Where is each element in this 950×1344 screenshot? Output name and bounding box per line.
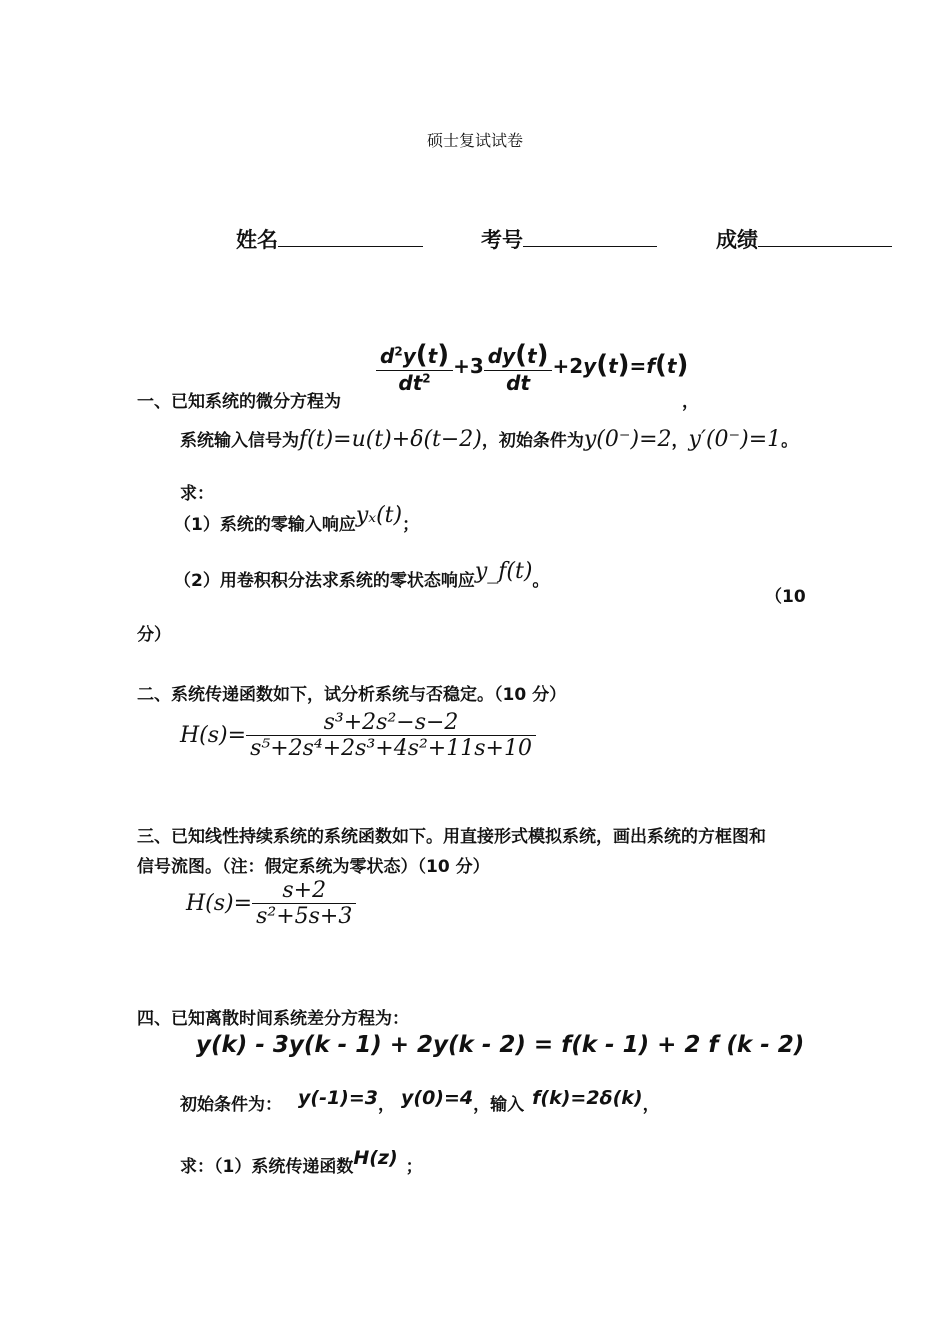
q1-input-eq: f(t)=u(t)+δ(t−2)	[299, 427, 482, 452]
q1-init-eq1: y(0⁻)=2	[583, 427, 672, 452]
q1-points-b: 分）	[137, 625, 171, 645]
q1-part1-eq: yₓ(t)	[355, 503, 403, 528]
q1-init-eq2: y′(0⁻)=1	[688, 427, 782, 452]
q4-init-line	[180, 1087, 660, 1115]
q3-eq-lhs: H(s)=	[186, 891, 253, 916]
score-field	[716, 224, 892, 254]
q1-input-text: 系统输入信号为	[180, 431, 299, 451]
q4-equation: y(k) - 3y(k - 1) + 2y(k - 2) = f(k - 1) + 2 f (k - 2)	[196, 1032, 805, 1058]
q1-equation: $\frac{d^2y(t)}{dt^2}$ +3 $\frac{dy(t)}{dt}$ +2y(t)=f(t)	[376, 340, 688, 395]
q1-points-a: （10	[765, 587, 806, 607]
q1-end: 。	[781, 431, 799, 451]
q2-eq-lhs: H(s)=	[180, 723, 247, 748]
q1-part2-eq: y_f(t)	[474, 559, 533, 584]
q4-ask-end: ；	[405, 1157, 423, 1177]
q4-init-eq1: y(-1)=3	[298, 1087, 378, 1109]
q2-equation	[180, 710, 536, 761]
q1-part1: （1）系统的零输入响应	[174, 515, 356, 535]
q1-part1-end: ；	[402, 515, 420, 535]
score-label: 成绩	[716, 228, 758, 252]
exam-id-field	[481, 224, 657, 254]
q2-text: 二、系统传递函数如下，试分析系统与否稳定。（10 分）	[137, 685, 567, 705]
q3-line1: 三、已知线性持续系统的系统函数如下。用直接形式模拟系统，画出系统的方框图和	[137, 827, 766, 847]
q1-sep: ，	[671, 431, 689, 451]
q4-ask-eq: H(z)	[353, 1147, 398, 1169]
exam-id-blank[interactable]	[523, 228, 657, 247]
score-blank[interactable]	[758, 228, 892, 247]
q1-init-text: ，初始条件为	[481, 431, 584, 451]
q1-part2-line	[174, 559, 550, 592]
q1-part1-line	[174, 503, 420, 536]
q1-input-line	[180, 426, 798, 452]
q1-part2-end: 。	[532, 571, 550, 591]
q4-ask-line	[180, 1147, 423, 1177]
exam-id-label: 考号	[481, 228, 523, 252]
q1-comma: ，	[682, 392, 699, 412]
q4-input-text: ，输入	[473, 1095, 525, 1115]
q4-text: 四、已知离散时间系统差分方程为：	[137, 1009, 409, 1029]
q4-init-eq2: y(0)=4	[401, 1087, 474, 1109]
q3-eq-num: s+2	[282, 878, 327, 903]
q2-eq-num: s³+2s²−s−2	[323, 710, 459, 735]
name-label: 姓名	[236, 228, 278, 252]
name-field	[236, 224, 423, 254]
q4-ask: 求：（1）系统传递函数	[180, 1157, 354, 1177]
q4-input-eq: f(k)=2δ(k)	[532, 1087, 643, 1109]
name-blank[interactable]	[278, 228, 423, 247]
page-title: 硕士复试试卷	[426, 131, 523, 150]
q1-ask: 求：	[180, 484, 214, 504]
q4-end: ，	[642, 1095, 660, 1115]
q4-init-text: 初始条件为：	[180, 1095, 282, 1115]
q3-line2: 信号流图。（注：假定系统为零状态）（10 分）	[137, 857, 490, 877]
q1-part2: （2）用卷积积分法求系统的零状态响应	[174, 571, 475, 591]
q3-equation	[186, 878, 356, 929]
q1-intro: 一、已知系统的微分方程为	[137, 392, 341, 412]
q3-eq-den: s²+5s+3	[252, 903, 356, 929]
q4-sep: ，	[378, 1095, 395, 1115]
q2-eq-den: s⁵+2s⁴+2s³+4s²+11s+10	[246, 735, 536, 761]
